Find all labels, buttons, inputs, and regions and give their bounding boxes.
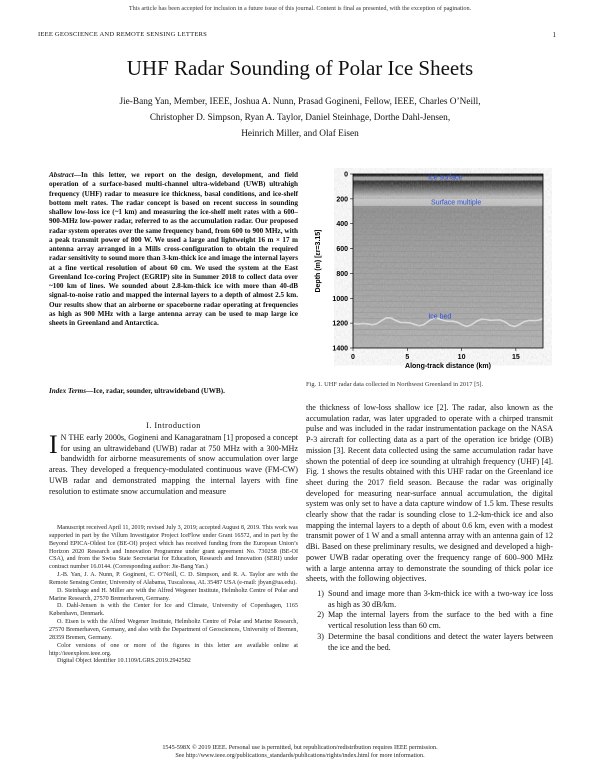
section-heading-introduction: I. Introduction	[146, 421, 201, 430]
index-terms-label: Index Terms	[49, 387, 87, 395]
author-list	[40, 94, 560, 142]
y-axis-label: Depth (m) [εr=3.15]	[315, 229, 322, 293]
radargram-figure	[308, 168, 552, 376]
index-terms: Index Terms—Ice, radar, sounder, ultrawideband (UWB).	[49, 387, 225, 395]
x-tick-label: 0	[351, 354, 355, 361]
running-head: IEEE GEOSCIENCE AND REMOTE SENSING LETTERS	[38, 31, 208, 38]
paper-title: UHF Radar Sounding of Polar Ice Sheets	[126, 56, 474, 80]
list-number: 1)	[317, 589, 324, 598]
y-tick-label: 400	[336, 221, 348, 229]
introduction-text	[49, 430, 298, 497]
footnote: D. Dahl-Jensen is with the Center for Ice and Climate, University of Copenhagen, 1165 København, Denmark.	[49, 603, 298, 618]
footnotes	[49, 525, 298, 666]
footnote: J.-B. Yan, J. A. Nunn, P. Gogineni, C. O’Neill, C. D. Simpson, and R. A. Taylor are with the Remote Sensing Center, University of Alabama, Tuscaloosa, AL 35487 USA (e-mail: jbyan@ua.edu).	[49, 572, 298, 586]
list-number: 2)	[317, 610, 324, 620]
list-item	[306, 610, 553, 631]
footer-line-2: See http://www.ieee.org/publications_standards/publications/rights/index.html for more information.	[175, 752, 425, 760]
figure-caption: Fig. 1. UHF radar data collected in Northwest Greenland in 2017 [5].	[306, 381, 484, 388]
y-tick-label: 1200	[332, 320, 348, 328]
abstract: Abstract—In this letter, we report on the design, development, and field operation of a surface-based multi-channel ultra-wideband (UWB) ultrahigh frequency (UHF) radar to measure ice thickness, basal conditions, and ice-shelf bottom melt rates. The radar concept is based on recent success in sounding shallow low-loss ice (~1 km) and measuring the ice-shelf melt rates with a 600–900-MHz low-power radar, referred to as the accumulation radar. Our proposed radar system operates over the same frequency band, from 600 to 900 MHz, with a peak transmit power of 800 W. We used a large and lightweight 16 m × 17 m antenna array arranged in a Mills cross-configuration to obtain the required radar sensitivity to sound more than 3-km-thick ice and image the internal layers at a fine vertical resolution of about 60 cm. We used the system at the East Greenland Ice-coring Project (EGRIP) site in Summer 2018 to collect data over ~100 km of lines. We sounded about 2.8-km-thick ice with more than 40-dB signal-to-noise ratio and mapped the internal layers to a depth of almost 2.5 km. Our results show that an airborne or spaceborne radar operating at frequencies as high as 900 MHz with a large antenna array can be used to map large ice sheets in Greenland and Antarctica.	[49, 171, 298, 327]
footnote: O. Eisen is with the Alfred Wegener Institute, Helmholtz Centre of Polar and Marine Research, 27570 Bremerhaven, Germany, and also with the Department of Geosciences, University of Bremen, 28359 Bremen, Germany.	[49, 619, 298, 641]
annotation-label: Ice bed	[428, 313, 452, 321]
drop-cap: I	[49, 430, 58, 459]
y-tick-label: 200	[336, 196, 348, 204]
y-tick-label: 600	[336, 246, 348, 254]
authors-line-2: Christopher D. Simpson, Ryan A. Taylor, Daniel Steinhage, Dorthe Dahl-Jensen,	[149, 113, 451, 123]
y-tick-label: 1400	[332, 345, 348, 353]
footnote: Manuscript received April 11, 2019; revised July 3, 2019; accepted August 8, 2019. This work was supported in part by the Villum Investigator Project IceFlow under Grant 16572, and in part by the Beyond EPICA-Oldest Ice (BE-OI) project which has received funding from the European Union’s Horizon 2020 Research and Innovation Programme under grant agreement No. 730258 (BE-OI CSA), and from the Swiss State Secretariat for Education, Research and Innovation (SERI) under contract number 16.0144. (Corresponding author: Jie-Bang Yan.)	[49, 525, 298, 571]
footnote: Color versions of one or more of the figures in this letter are available online at http://ieeexplore.ieee.org.	[49, 642, 298, 657]
x-tick-label: 15	[511, 354, 520, 361]
list-number: 3)	[317, 631, 324, 641]
list-text: Sound and image more than 3-km-thick ice with a two-way ice loss as high as 30 dB/km.	[328, 589, 553, 609]
list-text: Map the internal layers from the surface to the bed with a fine vertical resolution less than 60 cm.	[328, 610, 553, 631]
plot-area	[315, 172, 543, 371]
footnote: Digital Object Identifier 10.1109/LGRS.2019.2942582	[57, 658, 191, 665]
list-item	[306, 632, 553, 653]
footer-line-1: 1545-598X © 2019 IEEE. Personal use is permitted, but republication/redistribution requires IEEE permission.	[162, 744, 438, 751]
list-text: Determine the basal conditions and detect the water layers between the ice and the bed.	[328, 631, 553, 652]
annotation-label: Ice surface	[428, 174, 463, 182]
copyright-footer	[0, 744, 600, 761]
annotation-label: Surface multiple	[431, 199, 482, 207]
top-notice: This article has been accepted for inclusion in a future issue of this journal. Content is final as presented, with the exception of pagination.	[128, 5, 472, 12]
authors-line-3: Heinrich Miller, and Olaf Eisen	[241, 129, 359, 139]
y-tick-label: 0	[344, 171, 348, 179]
x-axis-label: Along-track distance (km)	[405, 363, 491, 370]
right-column-text	[306, 403, 553, 585]
x-tick-label: 10	[457, 354, 466, 361]
objectives-list	[306, 589, 553, 653]
list-item	[306, 589, 553, 610]
abstract-label: Abstract	[49, 171, 74, 179]
authors-line-1: Jie-Bang Yan, Member, IEEE, Joshua A. Nunn, Prasad Gogineni, Fellow, IEEE, Charles O’Neill,	[119, 97, 481, 107]
y-tick-label: 1000	[332, 295, 348, 303]
x-tick-label: 5	[405, 354, 410, 361]
footnote: D. Steinhage and H. Miller are with the Alfred Wegener Institute, Helmholtz Centre of Polar and Marine Research, 27570 Bremerhaven, Germany.	[49, 587, 298, 602]
intro-paragraph: N THE early 2000s, Gogineni and Kanagaratnam [1] proposed a concept for using an ultrawideband (UWB) radar at 750 MHz with a 300-MHz bandwidth for airborne measurements of snow accumulation over large areas. They developed a frequency-modulated continuous wave (FM-CW) UWB radar and demonstrated mapping the internal layers with fine resolution to estimate snow accumulation and measure	[49, 433, 298, 496]
abstract-text: In this letter, we report on the design, development, and field operation of a surface-based multi-channel ultra-wideband (UWB) ultrahigh frequency (UHF) radar to measure ice thickness, basal conditions, and ice-shelf bottom melt rates. The radar concept is based on recent success in sounding shallow low-loss ice (~1 km) and measuring the ice-shelf melt rates with a 600–900-MHz low-power radar, referred to as the accumulation radar. Our proposed radar system operates over the same frequency band, from 600 to 900 MHz, with a peak transmit power of 800 W. We used a large and lightweight 16 m × 17 m antenna array arranged in a Mills cross-configuration to obtain the required radar sensitivity to sound more than 3-km-thick ice and image the internal layers at a fine vertical resolution of about 60 cm. We used the system at the East Greenland Ice-coring Project (EGRIP) site in Summer 2018 to collect data over ~100 km of lines. We sounded about 2.8-km-thick ice with more than 40-dB signal-to-noise ratio and mapped the internal layers to a depth of almost 2.5 km. Our results show that an airborne or spaceborne radar operating at frequencies as high as 900 MHz with a large antenna array can be used to map large ice sheets in Greenland and Antarctica.	[49, 171, 298, 327]
right-paragraph: the thickness of low-loss shallow ice [2]. The radar, also known as the accumulation radar, was later upgraded to operate with a chirped transmit pulse and was included in the radar instrumentation package on the NASA P-3 aircraft for collecting data as a part of the operation ice bridge (OIB) mission [3]. Recent data collected using the same accumulation radar have shown the potential of deep ice sounding at ultrahigh frequency (UHF) [4]. Fig. 1 shows the results obtained with this UHF radar on the Greenland ice sheet during the 2017 field season. Because the radar was originally developed for measuring near-surface annual accumulation, the digital system was only set to have a data capture window of 1.5 km. These results clearly show that the radar is sounding close to 1.2-km-thick ice and also mapping the internal layers to a depth of about 0.6 km, even with a modest transmit power of 1 W and a small antenna array with an antenna gain of 12 dBi. Based on these preliminary results, we designed and developed a high-power UWB radar operating over the frequency range of 600–900 MHz with a large antenna array to demonstrate the sounding of thick polar ice sheets, with the following objectives.	[306, 403, 553, 584]
y-tick-label: 800	[336, 270, 348, 278]
page-number: 1	[552, 31, 556, 39]
index-terms-text: Ice, radar, sounder, ultrawideband (UWB).	[93, 387, 225, 395]
